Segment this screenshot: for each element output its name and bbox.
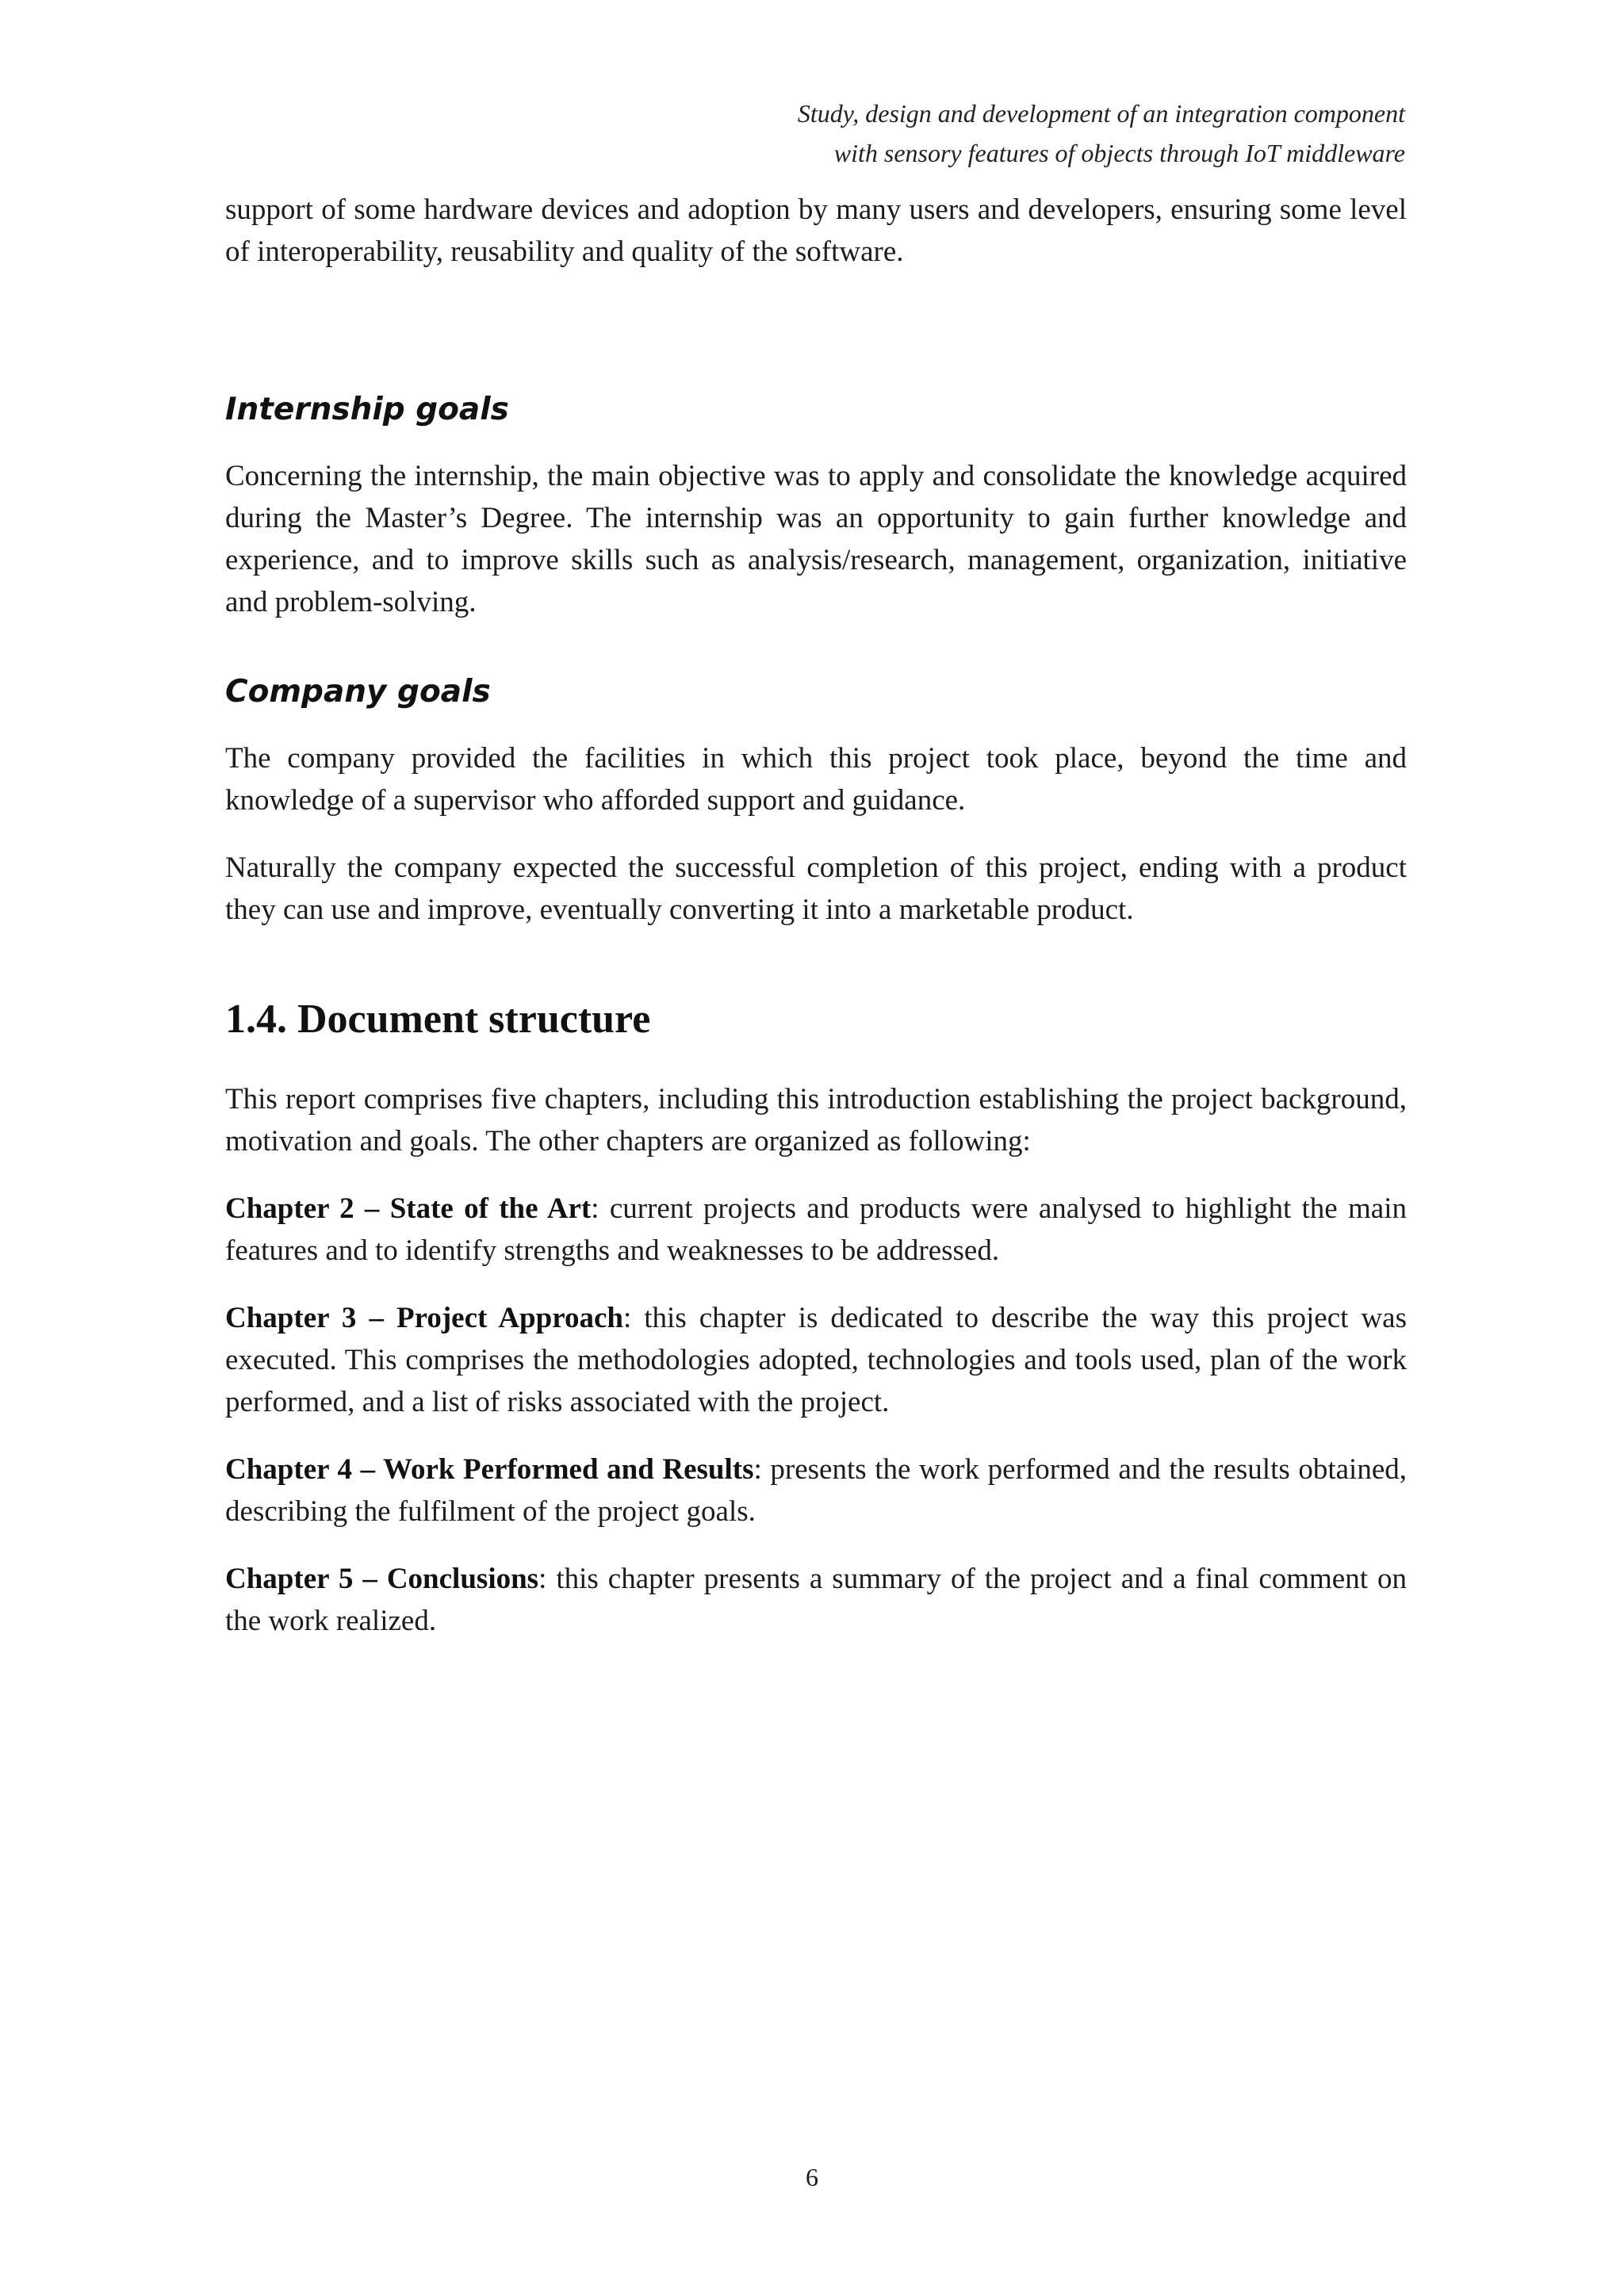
page-number: 6 xyxy=(806,2163,818,2191)
running-header-line-2: with sensory features of objects through IoT middleware xyxy=(833,139,1405,167)
chapter-4-paragraph xyxy=(225,1448,1407,1533)
internship-goals-paragraph: Concerning the internship, the main objective was to apply and consolidate the knowledge acquired during the Master’s Degree. The internship was an opportunity to gain further knowledge and experience, and to improve skills such as analysis/research, management, organization, initiative and problem-solving. xyxy=(225,460,1407,618)
page-content xyxy=(225,189,1407,1642)
internship-goals-heading: Internship goals xyxy=(225,392,509,427)
running-header-line-1: Study, design and development of an integration component xyxy=(797,99,1405,128)
chapter-2-title: Chapter 2 – State of the Art xyxy=(225,1192,592,1225)
section-intro-paragraph: This report comprises five chapters, including this introduction establishing the project background, motivation and goals. The other chapters are organized as following: xyxy=(225,1083,1407,1158)
chapter-4-title: Chapter 4 – Work Performed and Results xyxy=(225,1453,754,1486)
section-title: 1.4. Document structure xyxy=(225,997,651,1042)
running-header xyxy=(798,94,1405,173)
intro-paragraph: support of some hardware devices and adoption by many users and developers, ensuring some level of interoperability, reusability and quality of the software. xyxy=(225,193,1407,268)
company-goals-heading: Company goals xyxy=(225,674,491,710)
company-goals-paragraph-1: The company provided the facilities in which this project took place, beyond the time and knowledge of a supervisor who afforded support and guidance. xyxy=(225,742,1407,817)
company-goals-paragraph-2: Naturally the company expected the successful completion of this project, ending with a product they can use and improve, eventually converting it into a marketable product. xyxy=(225,851,1407,926)
chapter-4-text: : presents the work performed and the results obtained, describing the fulfilment of the project goals. xyxy=(225,1453,1407,1528)
chapter-2-paragraph xyxy=(225,1188,1407,1272)
chapter-2-text: : current projects and products were analysed to highlight the main features and to identify strengths and weaknesses to be addressed. xyxy=(225,1192,1407,1267)
chapter-3-paragraph xyxy=(225,1297,1407,1423)
chapter-5-paragraph xyxy=(225,1558,1407,1642)
chapter-5-title: Chapter 5 – Conclusions xyxy=(225,1563,539,1595)
chapter-3-text: : this chapter is dedicated to describe the way this project was executed. This comprises the methodologies adopted, technologies and tools used, plan of the work performed, and a list of risks associated with the project. xyxy=(225,1302,1407,1418)
chapter-5-text: : this chapter presents a summary of the project and a final comment on the work realized. xyxy=(225,1563,1407,1637)
chapter-3-title: Chapter 3 – Project Approach xyxy=(225,1302,623,1334)
